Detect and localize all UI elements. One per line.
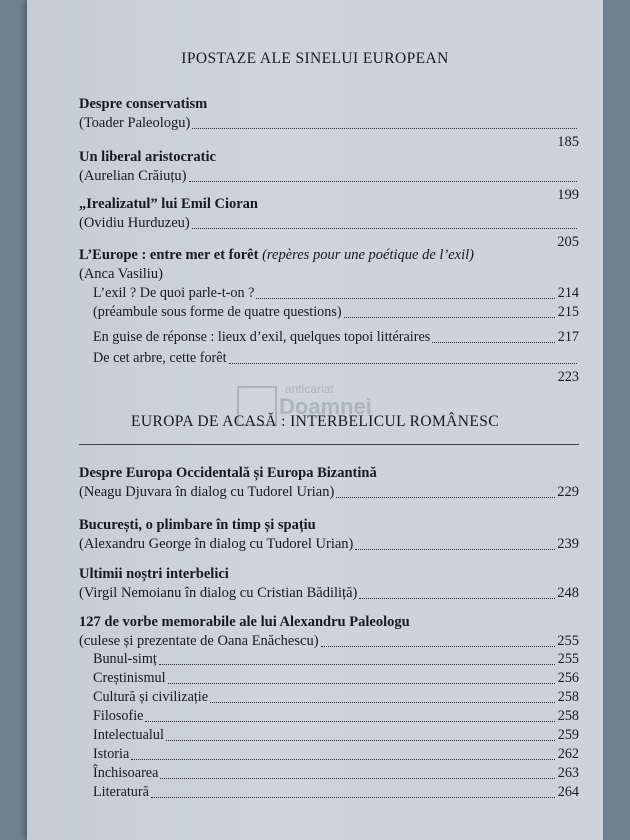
toc-entry [79,516,579,554]
entry-title: Despre Europa Occidentală și Europa Bizantină [79,465,377,481]
toc-entry [79,95,579,152]
book-page [27,0,603,840]
topic-list [93,650,579,802]
entry-page: 255 [557,633,579,649]
entry-title: „Irealizatul” lui Emil Cioran [79,196,258,212]
topic-item: Intelectualul 259 [93,727,579,743]
entry-author: (Anca Vasiliu) [79,266,163,282]
toc-subentry [93,349,579,387]
topic-item: Filosofie 258 [93,708,579,724]
entry-author: (Ovidiu Hurduzeu) [79,215,190,231]
entry-author: (Alexandru George în dialog cu Tudorel Urian) [79,536,354,552]
topic-item: Literatură 264 [93,784,579,800]
section-title-1: IPOSTAZE ALE SINELUI EUROPEAN [181,50,449,67]
entry-author: (Neagu Djuvara în dialog cu Tudorel Urian) [79,484,335,500]
entry-title: Ultimii noștri interbelici [79,566,229,582]
toc-subentry [93,328,579,347]
entry-author: (Toader Paleologu) [79,115,191,131]
toc-entry [79,464,579,502]
entry-page: 205 [557,234,579,250]
topic-item: Creștinismul 256 [93,670,579,686]
entry-page: 229 [557,484,579,500]
topic-item: Închisoarea 263 [93,765,579,781]
section-title-2: EUROPA DE ACASĂ : INTERBELICUL ROMÂNESC [131,413,499,430]
entry-author: (culese și prezentate de Oana Enăchescu) [79,633,319,649]
subentry-title-cont: (préambule sous forme de quatre questions) [93,304,342,320]
entry-author: (Aurelian Crăiuțu) [79,168,187,184]
entry-page: 239 [557,536,579,552]
subentry-page: 223 [557,369,579,385]
watermark-small-text: anticariat [285,382,334,396]
entry-title: București, o plimbare în timp și spațiu [79,517,316,533]
subentry-title: En guise de réponse : lieux d’exil, quelques topoi littéraires [93,329,431,345]
watermark-big-text: Doamnei [279,394,372,419]
topic-item: Bunul-simț 255 [93,651,579,667]
topic-item: Cultură și civilizație 258 [93,689,579,705]
entry-title: L’Europe : entre mer et forêt [79,247,259,263]
entry-title: 127 de vorbe memorabile ale lui Alexandru Paleologu [79,614,410,630]
entry-title-italic: (repères pour une poétique de l’exil) [262,247,474,263]
entry-page: 199 [557,187,579,203]
toc-subentry [93,284,579,322]
subentry-title: L’exil ? De quoi parle-t-on ? [93,285,255,301]
entry-author: (Virgil Nemoianu în dialog cu Cristian Bădiliță) [79,585,358,601]
topic-item: Istoria 262 [93,746,579,762]
divider [79,444,579,445]
entry-title: Despre conservatism [79,96,208,112]
subentry-page: 215 [557,304,579,320]
toc-entry [79,565,579,603]
subentry-page: 214 [557,285,579,301]
entry-page: 185 [557,134,579,150]
entry-title: Un liberal aristocratic [79,149,216,165]
toc-entry [79,195,579,252]
toc-entry [79,246,579,284]
subentry-title: De cet arbre, cette forêt [93,350,227,366]
entry-page: 248 [557,585,579,601]
toc-entry [79,613,579,651]
subentry-page: 217 [557,329,579,345]
